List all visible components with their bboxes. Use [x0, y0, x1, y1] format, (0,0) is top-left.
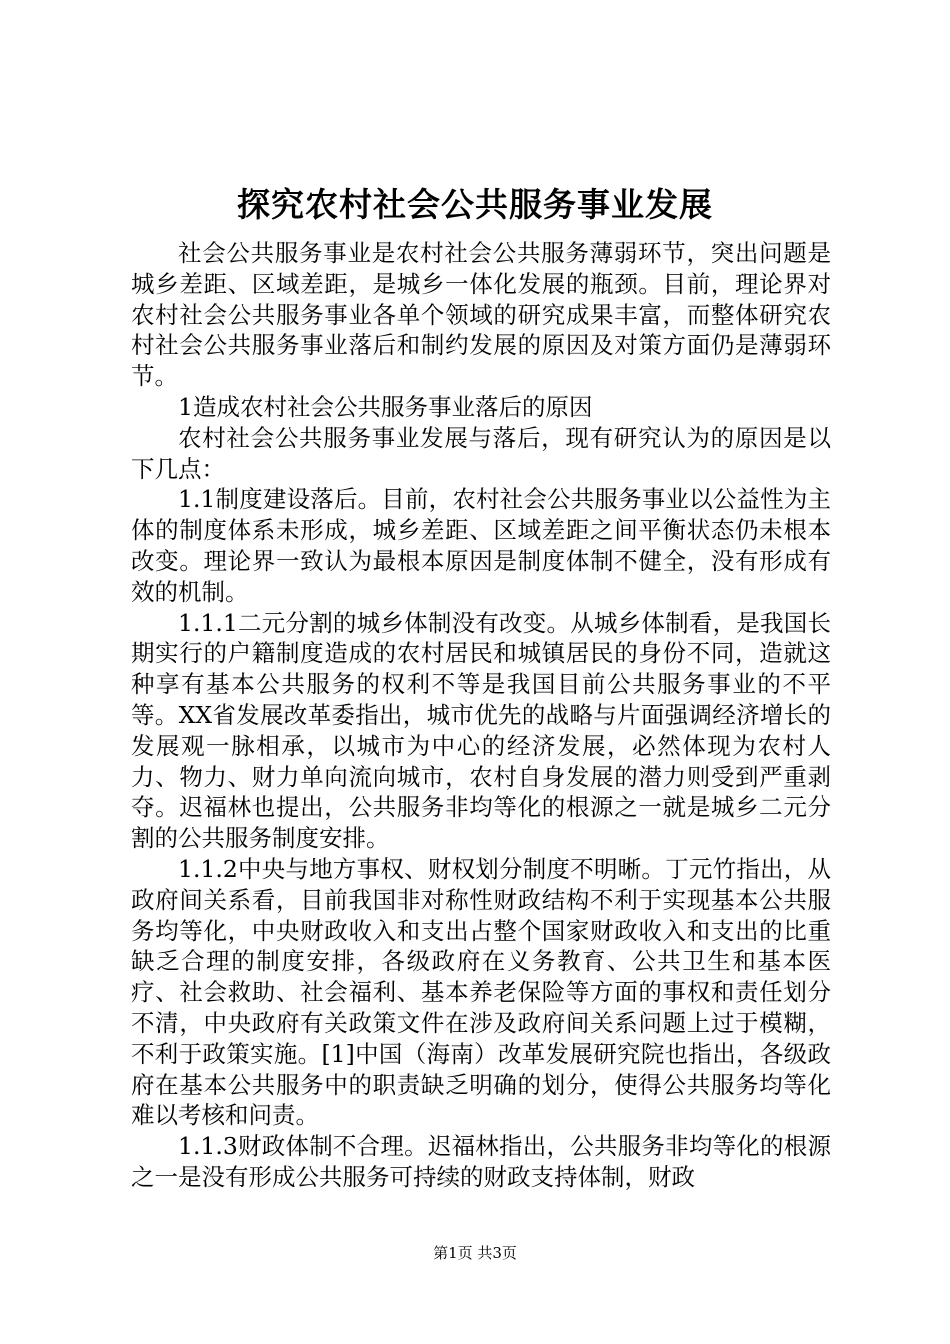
- page-footer: 第1页 共3页: [433, 1244, 517, 1262]
- paragraph: 1.1.3财政体制不合理。迟福林指出，公共服务非均等化的根源之一是没有形成公共服务可持续的财政支持体制，财政: [131, 1132, 831, 1191]
- paragraph: 社会公共服务事业是农村社会公共服务薄弱环节，突出问题是城乡差距、区域差距，是城乡一体化发展的瓶颈。目前，理论界对农村社会公共服务事业各单个领域的研究成果丰富，而整体研究农村社会公共服务事业落后和制约发展的原因及对策方面仍是薄弱环节。: [131, 239, 831, 391]
- paragraph: 1.1.1二元分割的城乡体制没有改变。从城乡体制看，是我国长期实行的户籍制度造成的农村居民和城镇居民的身份不同，造就这种享有基本公共服务的权利不等是我国目前公共服务事业的不平等。XX省发展改革委指出，城市优先的战略与片面强调经济增长的发展观一脉相承，以城市为中心的经济发展，必然体现为农村人力、物力、财力单向流向城市，农村自身发展的潜力则受到严重剥夺。迟福林也提出，公共服务非均等化的根源之一就是城乡二元分割的公共服务制度安排。: [131, 608, 831, 853]
- document-body: [131, 238, 831, 1193]
- paragraph: 1.1.2中央与地方事权、财权划分制度不明晰。丁元竹指出，从政府间关系看，目前我国非对称性财政结构不利于实现基本公共服务均等化，中央财政收入和支出占整个国家财政收入和支出的比重缺乏合理的制度安排，各级政府在义务教育、公共卫生和基本医疗、社会救助、社会福利、基本养老保险等方面的事权和责任划分不清，中央政府有关政策文件在涉及政府间关系问题上过于模糊，不利于政策实施。[1]中国（海南）改革发展研究院也指出，各级政府在基本公共服务中的职责缺乏明确的划分，使得公共服务均等化难以考核和问责。: [131, 854, 831, 1130]
- document-title: 探究农村社会公共服务事业发展: [237, 185, 713, 224]
- paragraph: 1.1制度建设落后。目前，农村社会公共服务事业以公益性为主体的制度体系未形成，城乡差距、区域差距之间平衡状态仍未根本改变。理论界一致认为最根本原因是制度体制不健全，没有形成有效的机制。: [131, 485, 831, 606]
- section-heading: 1造成农村社会公共服务事业落后的原因: [178, 392, 593, 421]
- paragraph: 农村社会公共服务事业发展与落后，现有研究认为的原因是以下几点：: [131, 423, 831, 483]
